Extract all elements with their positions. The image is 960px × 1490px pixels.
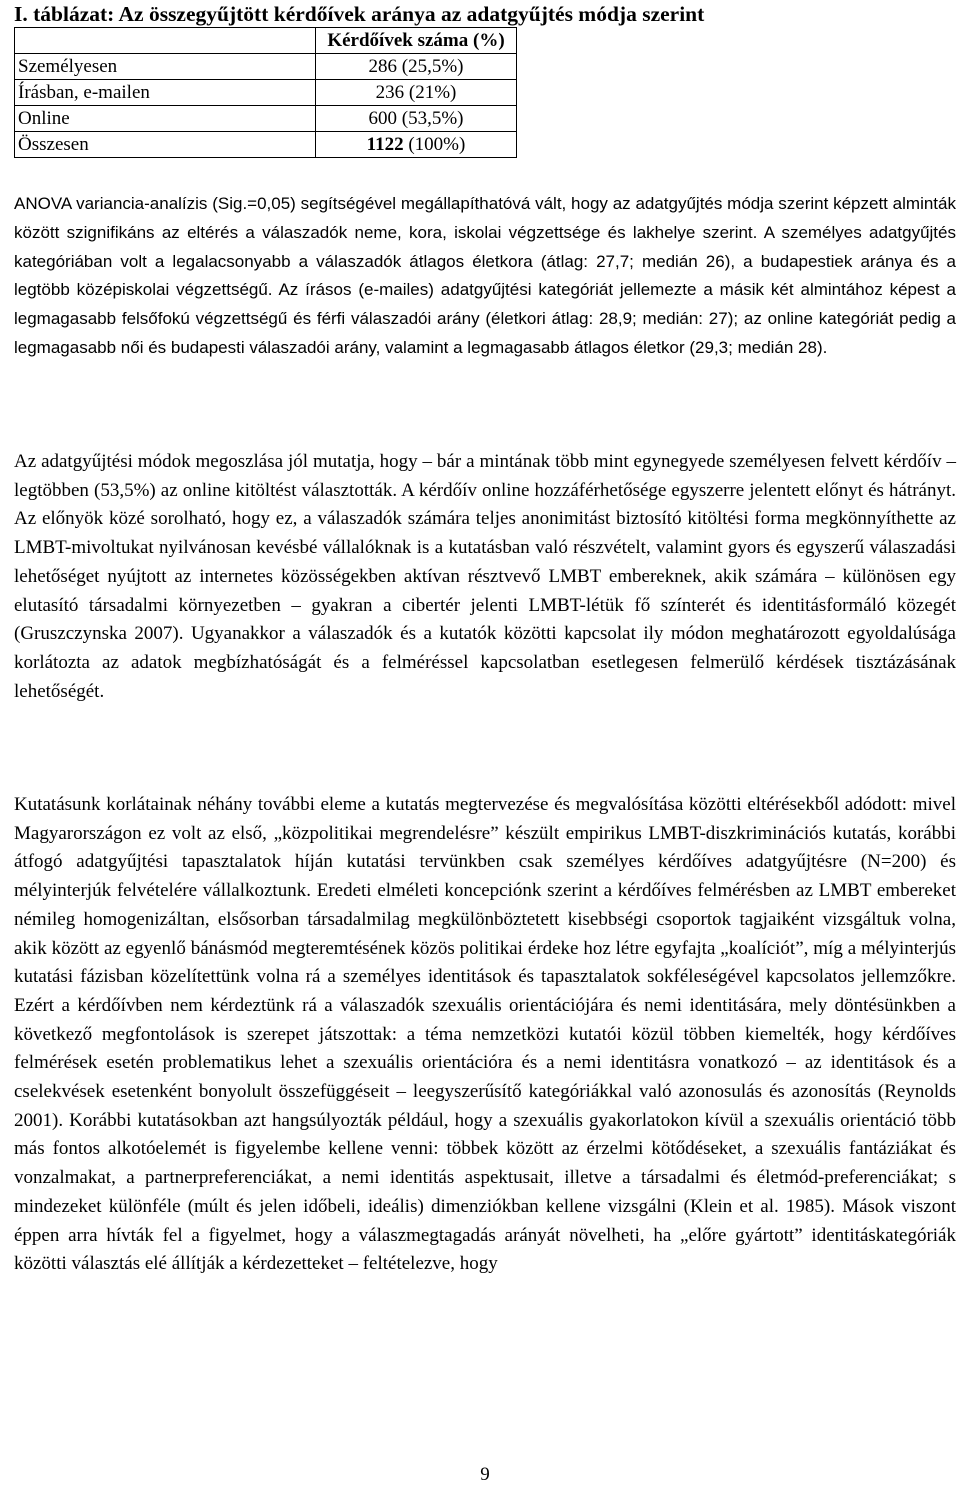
table-row-value: 600 (53,5%) xyxy=(316,106,517,132)
table-header-empty-cell xyxy=(15,28,316,54)
page-number: 9 xyxy=(480,1464,490,1485)
table-row xyxy=(15,106,517,132)
table-row-label: Írásban, e-mailen xyxy=(15,80,316,106)
table-row-label: Összesen xyxy=(15,132,316,158)
paragraph-data-collection: Az adatgyűjtési módok megoszlása jól mutatja, hogy – bár a mintának több mint egynegyede személyesen felvett kérdőív – legtöbben (53,5%) az online kitöltést választották. A kérdőív online hozzáférhetősége egyszerre jelentett előnyt és hátrányt. Az előnyök közé sorolható, hogy ez, a válaszadók számára teljes anonimitást biztosító kitöltési forma megkönnyíthette az LMBT-mivoltukat nyilvánosan kevésbé vállalóknak is a kutatásban való részvételt, valamint gyors és egyszerű válaszadási lehetőséget nyújtott az internetes közösségekben aktívan résztvevő LMBT embereknek, akik számára – különösen egy elutasító társadalmi környezetben – gyakran a cibertér jelenti LMBT-létük fő színterét és identitásformáló közegét (Gruszczynska 2007). Ugyanakkor a válaszadók és a kutatók közötti kapcsolat ily módon meghatározott egyoldalúsága korlátozta az adatok megbízhatóságát és a felméréssel kapcsolatban esetlegesen felmerülő kérdések tisztázásának lehetőségét. xyxy=(14,451,956,702)
table-header-row xyxy=(15,28,517,54)
table-row-value: 286 (25,5%) xyxy=(316,54,517,80)
table-total-count: 1122 xyxy=(366,134,404,155)
table-total-row xyxy=(15,132,517,158)
table-row-label: Online xyxy=(15,106,316,132)
table-total-percent: (100%) xyxy=(403,134,466,155)
table-row xyxy=(15,80,517,106)
table-row-value: 236 (21%) xyxy=(316,80,517,106)
paragraph-limitations: Kutatásunk korlátainak néhány további eleme a kutatás megtervezése és megvalósítása közötti eltérésekből adódott: mivel Magyarországon ez volt az első, „közpolitikai megrendelésre” készült empirikus LMBT-diszkriminációs kutatás, korábbi átfogó adatgyűjtési tapasztalatok híján kutatási tervünkben csak személyes kérdőíves adatgyűjtésre (N=200) és mélyinterjúk felvételére vállalkoztunk. Eredeti elméleti koncepciónk szerint a kérdőíves felmérésben az LMBT embereket némileg homogenizáltan, elsősorban társadalmilag megkülönböztetett kisebbségi csoportok tagjaiként vizsgáltuk volna, akik között az egyenlő bánásmód megteremtésének közös politikai érdeke hoz létre egyfajta „koalíciót”, míg a mélyinterjús kutatási fázisban közelítettünk volna rá a személyes identitások és tapasztalatok sokféleségével kapcsolatos jellemzőkre. Ezért a kérdőívben nem kérdeztünk rá a válaszadók szexuális orientációjára és nemi identitására, mely döntésünkben a következő megfontolások is szerepet játszottak: a téma nemzetközi kutatói közül többen kiemelték, hogy kérdőíves felmérések esetén problematikus lehet a szexuális orientációra és a nemi identitásra vonatkozó – az identitások és a cselekvések esetenként bonyolult összefüggéseit – leegyszerűsítő kategóriákkal való azonosulás és azonosítás (Reynolds 2001). Korábbi kutatásokban azt hangsúlyozták például, hogy a szexuális gyakorlatokon kívül a szexuális orientáció több más fontos alkotóelemét is figyelembe kellene venni: többek között az érzelmi kötődéseket, a szexuális fantáziákat és vonzalmakat, a partnerpreferenciákat, a nemi identitás aspektusait, illetve a társadalmi és életmód-preferenciákat; s mindezeket különféle (múlt és jelen időbeli, ideális) dimenziókban kellene vizsgálni (Klein et al. 1985). Mások viszont éppen arra hívták fel a figyelmet, hogy a válaszmegtagadás arányát növelheti, ha „előre gyártott” identitáskategóriák közötti választás elé állítják a kérdezetteket – feltételezve, hogy xyxy=(14,794,956,1275)
table-row xyxy=(15,54,517,80)
survey-method-table xyxy=(14,27,517,158)
table-header-cell: Kérdőívek száma (%) xyxy=(316,28,517,54)
paragraph-anova: ANOVA variancia-analízis (Sig.=0,05) segítségével megállapíthatóvá vált, hogy az adatgyűjtés módja szerint képzett alminták között szignifikáns az eltérés a válaszadók neme, kora, iskolai végzettsége és lakhelye szerint. A személyes adatgyűjtés kategóriában volt a legalacsonyabb a válaszadók átlagos életkora (átlag: 27,7; medián 26), a budapestiek aránya és a legtöbb középiskolai végzettségű. Az írásos (e-mailes) adatgyűjtési kategóriát jellemezte a másik két almintához képest a legmagasabb felsőfokú végzettségű és férfi válaszadói arány (életkori átlag: 28,9; medián: 27); az online kategóriát pedig a legmagasabb női és budapesti válaszadói arány, valamint a legmagasabb átlagos életkor (29,3; medián 28). xyxy=(14,194,956,357)
table-total-value xyxy=(316,132,517,158)
table-row-label: Személyesen xyxy=(15,54,316,80)
table-title: I. táblázat: Az összegyűjtött kérdőívek aránya az adatgyűjtés módja szerint xyxy=(14,2,705,26)
